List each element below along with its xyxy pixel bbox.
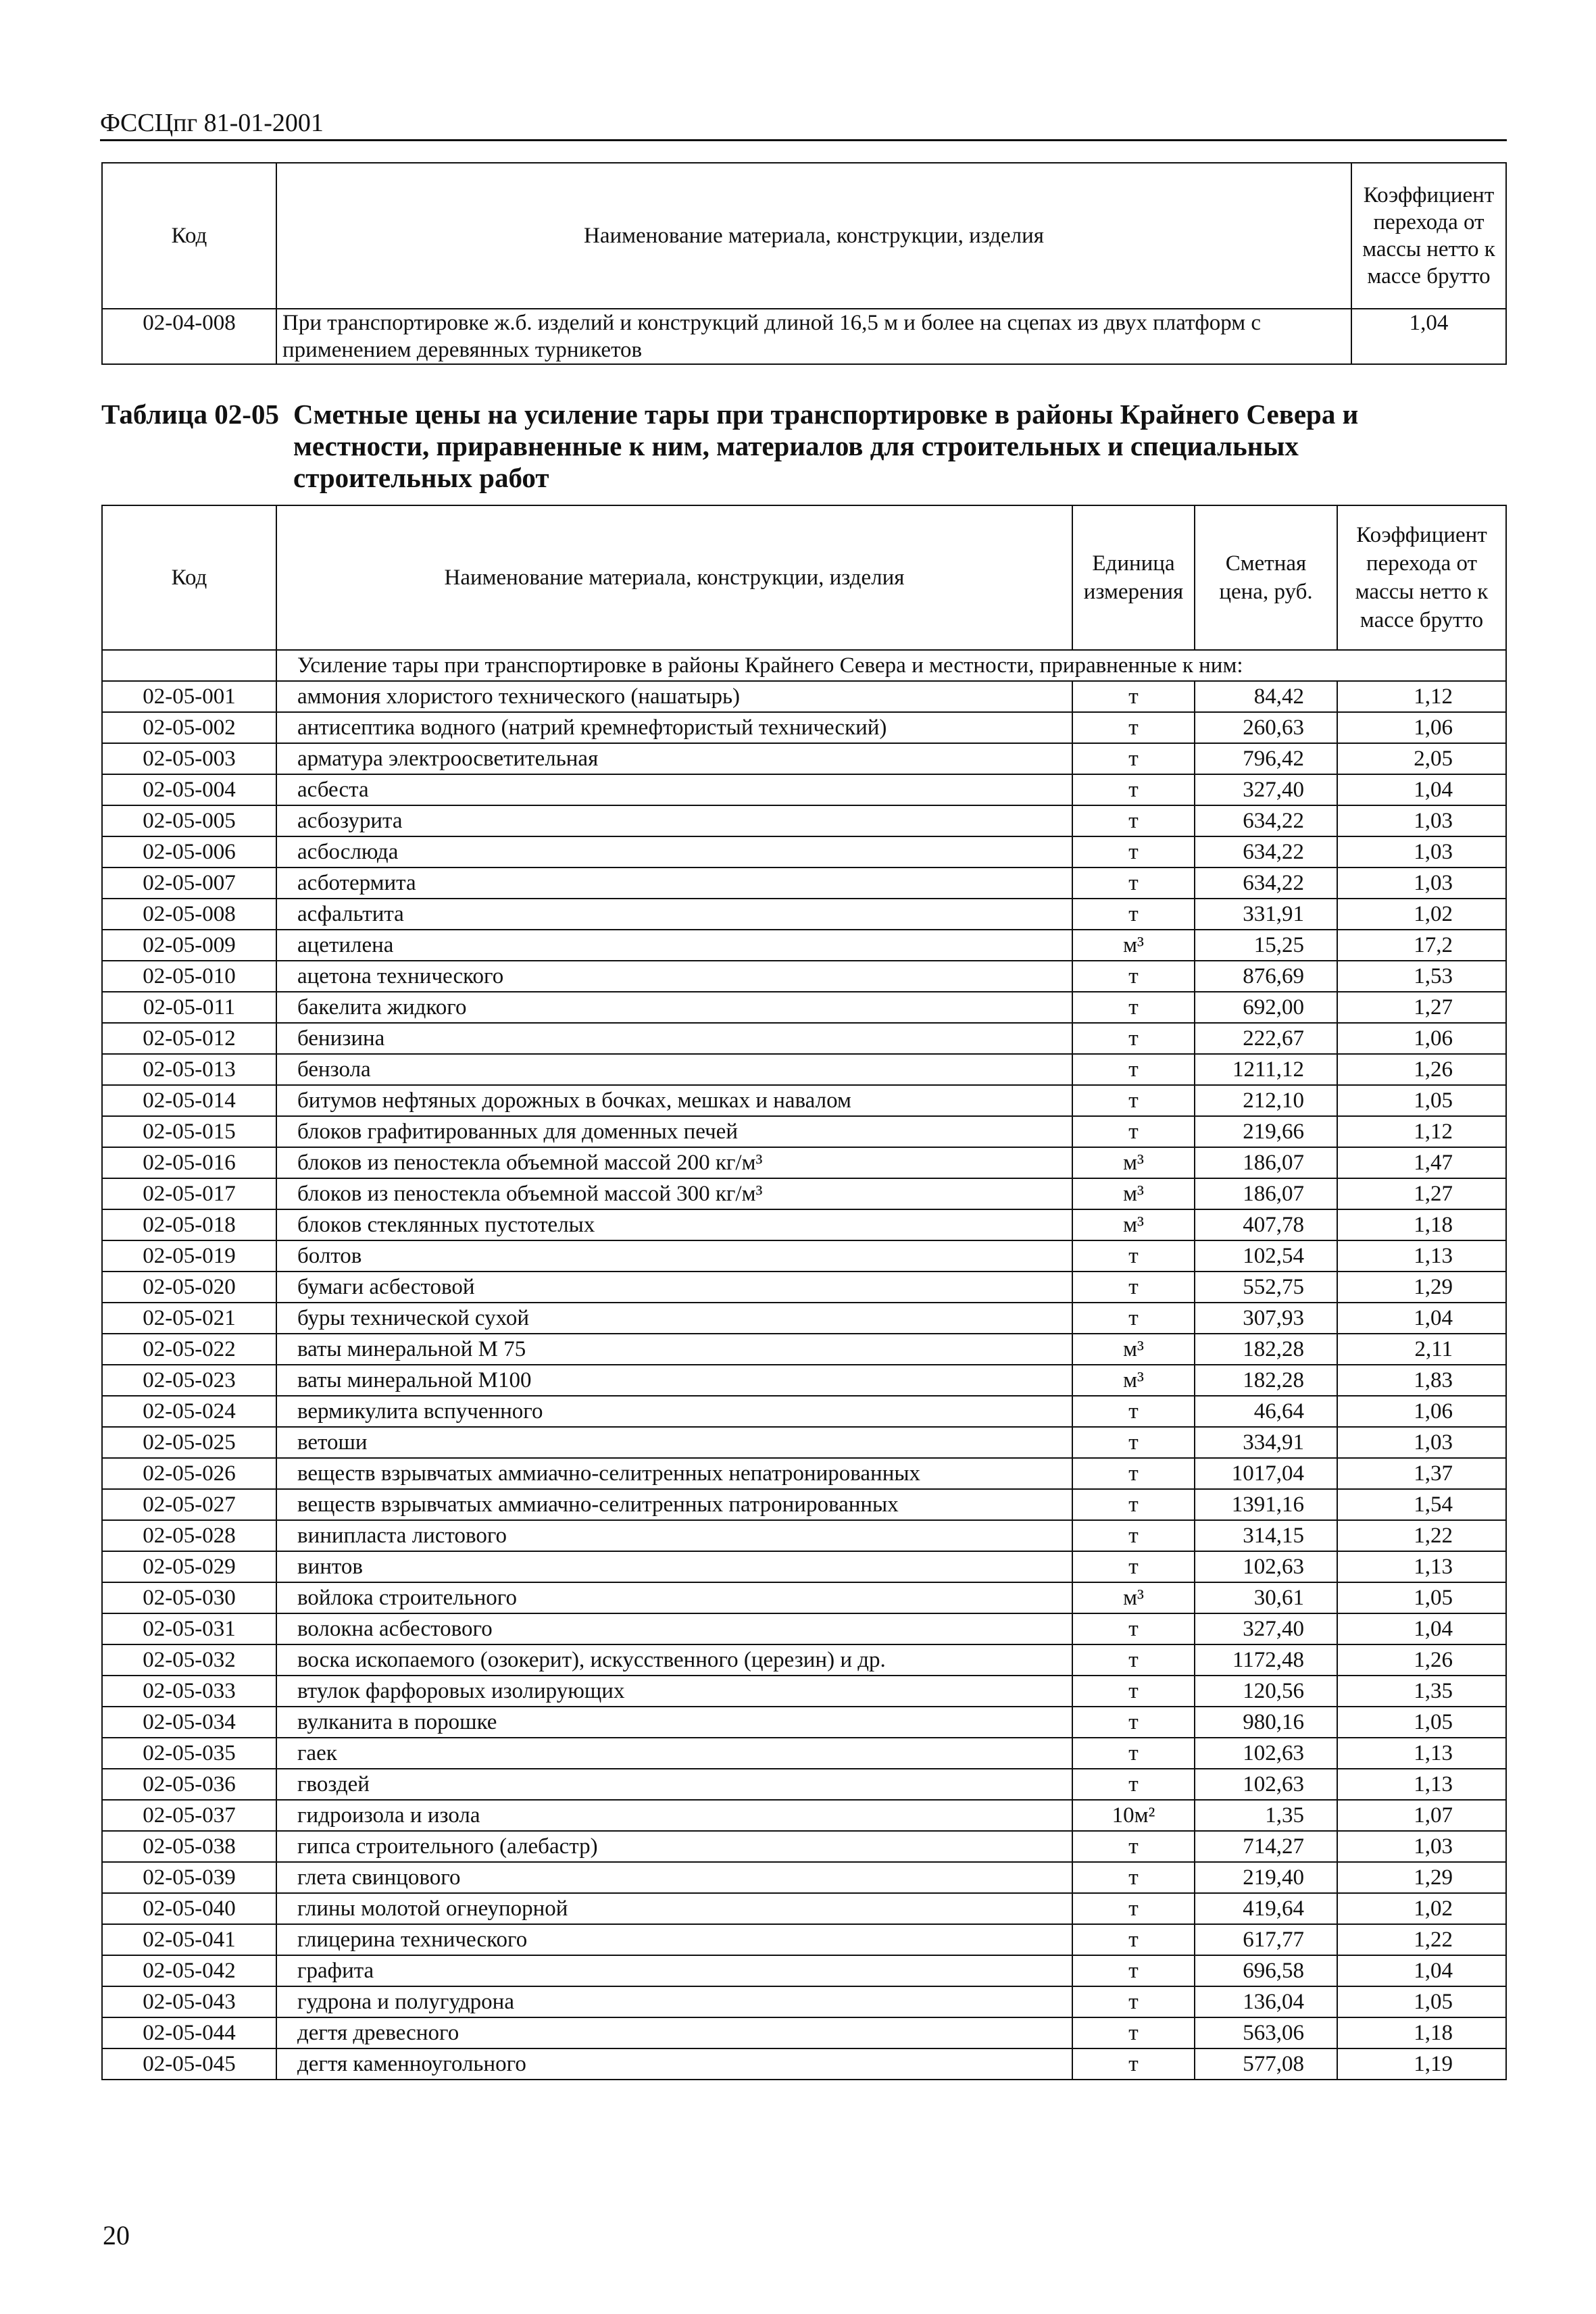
table-row (102, 1147, 1506, 1178)
cell-coefficient: 1,04 (1337, 1955, 1506, 1986)
cell-code: 02-05-021 (102, 1303, 276, 1334)
table-row (102, 1769, 1506, 1800)
table-row (102, 1209, 1506, 1240)
cell-price: 102,63 (1195, 1551, 1337, 1582)
cell-name: блоков стеклянных пустотелых (276, 1209, 1072, 1240)
section-header-row (102, 650, 1506, 681)
cell-code: 02-05-030 (102, 1582, 276, 1613)
cell-unit: т (1072, 1427, 1195, 1458)
cell-price: 634,22 (1195, 867, 1337, 899)
table-row (102, 743, 1506, 774)
cell-price: 980,16 (1195, 1707, 1337, 1738)
cell-price: 419,64 (1195, 1893, 1337, 1924)
table-body (102, 650, 1506, 2080)
table-row (102, 1613, 1506, 1644)
cell-name: дегтя древесного (276, 2017, 1072, 2048)
cell-coefficient: 1,53 (1337, 961, 1506, 992)
cell-coefficient: 1,02 (1337, 899, 1506, 930)
cell-code: 02-05-029 (102, 1551, 276, 1582)
cell-coefficient: 1,04 (1337, 1613, 1506, 1644)
cell-coefficient: 1,22 (1337, 1924, 1506, 1955)
cell-code: 02-05-038 (102, 1831, 276, 1862)
cell-price: 563,06 (1195, 2017, 1337, 2048)
cell-coefficient: 1,18 (1337, 1209, 1506, 1240)
cell-coefficient: 1,03 (1337, 1427, 1506, 1458)
cell-name: гвоздей (276, 1769, 1072, 1800)
table-row (102, 2048, 1506, 2080)
cell-code: 02-05-044 (102, 2017, 276, 2048)
cell-name: асбослюда (276, 836, 1072, 867)
cell-unit: т (1072, 992, 1195, 1023)
cell-name: глета свинцового (276, 1862, 1072, 1893)
cell-coefficient: 1,27 (1337, 1178, 1506, 1209)
cell-unit: т (1072, 681, 1195, 712)
column-header-code: Код (102, 505, 276, 650)
cell-coefficient: 1,07 (1337, 1800, 1506, 1831)
cell-code: 02-05-008 (102, 899, 276, 930)
table-row (102, 1240, 1506, 1272)
cell-name: ваты минеральной М 75 (276, 1334, 1072, 1365)
cell-name: болтов (276, 1240, 1072, 1272)
cell-unit: м³ (1072, 930, 1195, 961)
table-title-line-2: местности, приравненные к ним, материалов для строительных и специальных (293, 430, 1299, 461)
cell-code: 02-05-019 (102, 1240, 276, 1272)
table-row (102, 961, 1506, 992)
table-row (102, 1738, 1506, 1769)
cell-coefficient: 1,04 (1337, 1303, 1506, 1334)
cell-price: 617,77 (1195, 1924, 1337, 1955)
cell-code: 02-05-004 (102, 774, 276, 805)
cell-price: 634,22 (1195, 805, 1337, 836)
cell-coefficient: 1,13 (1337, 1240, 1506, 1272)
cell-code: 02-05-039 (102, 1862, 276, 1893)
cell-name: ваты минеральной М100 (276, 1365, 1072, 1396)
cell-code: 02-05-013 (102, 1054, 276, 1085)
cell-unit: м³ (1072, 1147, 1195, 1178)
table-title-line-1: Сметные цены на усиление тары при транспортировке в районы Крайнего Севера и (293, 399, 1359, 430)
cell-unit: т (1072, 1272, 1195, 1303)
table-row (102, 1396, 1506, 1427)
cell-name: аммония хлористого технического (нашатырь) (276, 681, 1072, 712)
cell-price: 552,75 (1195, 1272, 1337, 1303)
table-row (102, 1676, 1506, 1707)
cell-unit: т (1072, 1054, 1195, 1085)
cell-price: 222,67 (1195, 1023, 1337, 1054)
table-row (102, 2017, 1506, 2048)
cell-code: 02-04-008 (102, 309, 276, 364)
table-row (102, 1707, 1506, 1738)
cell-unit: т (1072, 1458, 1195, 1489)
cell-unit: т (1072, 1116, 1195, 1147)
cell-price: 634,22 (1195, 836, 1337, 867)
cell-coefficient: 1,06 (1337, 1023, 1506, 1054)
cell-unit: м³ (1072, 1178, 1195, 1209)
cell-coefficient: 1,13 (1337, 1551, 1506, 1582)
cell-coefficient: 1,05 (1337, 1085, 1506, 1116)
cell-price: 182,28 (1195, 1365, 1337, 1396)
cell-coefficient: 1,12 (1337, 681, 1506, 712)
price-table-02-05 (101, 505, 1507, 2080)
cell-name: ацетона технического (276, 961, 1072, 992)
cell-unit: т (1072, 899, 1195, 930)
cell-price: 46,64 (1195, 1396, 1337, 1427)
document-code: ФССЦпг 81-01-2001 (100, 109, 324, 137)
cell-coefficient: 1,26 (1337, 1054, 1506, 1085)
cell-unit: т (1072, 743, 1195, 774)
cell-price: 692,00 (1195, 992, 1337, 1023)
table-row (102, 1893, 1506, 1924)
section-title: Усиление тары при транспортировке в районы Крайнего Севера и местности, приравненные к ним: (276, 650, 1506, 681)
cell-unit: т (1072, 1023, 1195, 1054)
cell-unit: т (1072, 2048, 1195, 2080)
cell-code: 02-05-032 (102, 1644, 276, 1676)
cell-unit: м³ (1072, 1209, 1195, 1240)
cell-price: 331,91 (1195, 899, 1337, 930)
cell-coefficient: 1,02 (1337, 1893, 1506, 1924)
cell-name: бакелита жидкого (276, 992, 1072, 1023)
cell-unit: м³ (1072, 1334, 1195, 1365)
cell-coefficient: 1,03 (1337, 836, 1506, 867)
cell-name: арматура электроосветительная (276, 743, 1072, 774)
cell-unit: т (1072, 1303, 1195, 1334)
table-row (102, 1427, 1506, 1458)
table-row (102, 681, 1506, 712)
cell-coefficient: 1,12 (1337, 1116, 1506, 1147)
cell-name: гудрона и полугудрона (276, 1986, 1072, 2017)
cell-code: 02-05-011 (102, 992, 276, 1023)
table-row (102, 1054, 1506, 1085)
cell-name: глицерина технического (276, 1924, 1072, 1955)
table-row (102, 1334, 1506, 1365)
cell-coefficient: 1,29 (1337, 1272, 1506, 1303)
cell-code: 02-05-001 (102, 681, 276, 712)
table-row (102, 1924, 1506, 1955)
cell-price: 1172,48 (1195, 1644, 1337, 1676)
cell-code: 02-05-006 (102, 836, 276, 867)
table-row (102, 1489, 1506, 1520)
cell-coefficient: 1,06 (1337, 712, 1506, 743)
cell-unit: т (1072, 2017, 1195, 2048)
cell-coefficient: 1,54 (1337, 1489, 1506, 1520)
cell-price: 84,42 (1195, 681, 1337, 712)
cell-price: 407,78 (1195, 1209, 1337, 1240)
cell-unit: т (1072, 1520, 1195, 1551)
cell-price: 796,42 (1195, 743, 1337, 774)
cell-price: 219,66 (1195, 1116, 1337, 1147)
cell-unit: т (1072, 1396, 1195, 1427)
cell-code: 02-05-028 (102, 1520, 276, 1551)
cell-code: 02-05-033 (102, 1676, 276, 1707)
cell-coefficient: 1,03 (1337, 1831, 1506, 1862)
table-row (102, 1551, 1506, 1582)
cell-code: 02-05-043 (102, 1986, 276, 2017)
cell-code: 02-05-025 (102, 1427, 276, 1458)
cell-name: воска ископаемого (озокерит), искусственного (церезин) и др. (276, 1644, 1072, 1676)
cell-code: 02-05-016 (102, 1147, 276, 1178)
cell-coefficient: 1,03 (1337, 867, 1506, 899)
cell-code: 02-05-034 (102, 1707, 276, 1738)
table-row (102, 1085, 1506, 1116)
column-header-coefficient: Коэффициент перехода от массы нетто к массе брутто (1337, 505, 1506, 650)
table-row (102, 899, 1506, 930)
table-row (102, 836, 1506, 867)
cell-unit: т (1072, 1489, 1195, 1520)
cell-coefficient: 1,05 (1337, 1986, 1506, 2017)
cell-price: 102,63 (1195, 1738, 1337, 1769)
cell-code: 02-05-022 (102, 1334, 276, 1365)
cell-coefficient: 1,04 (1337, 774, 1506, 805)
cell-unit: м³ (1072, 1582, 1195, 1613)
cell-price: 102,63 (1195, 1769, 1337, 1800)
table-row (102, 1303, 1506, 1334)
cell-name: глины молотой огнеупорной (276, 1893, 1072, 1924)
cell-code: 02-05-023 (102, 1365, 276, 1396)
cell-code: 02-05-003 (102, 743, 276, 774)
cell-code: 02-05-017 (102, 1178, 276, 1209)
cell-price: 577,08 (1195, 2048, 1337, 2080)
cell-code: 02-05-009 (102, 930, 276, 961)
table-row (102, 992, 1506, 1023)
cell-price: 327,40 (1195, 1613, 1337, 1644)
table-title-line-3: строительных работ (293, 462, 549, 493)
cell-name: дегтя каменноугольного (276, 2048, 1072, 2080)
table-row (102, 1178, 1506, 1209)
cell-coefficient: 1,47 (1337, 1147, 1506, 1178)
cell-coefficient: 1,26 (1337, 1644, 1506, 1676)
column-header-name: Наименование материала, конструкции, изделия (276, 505, 1072, 650)
cell-coefficient: 1,05 (1337, 1582, 1506, 1613)
table-row (102, 1365, 1506, 1396)
cell-name: войлока строительного (276, 1582, 1072, 1613)
column-header-coefficient: Коэффициент перехода от массы нетто к массе брутто (1351, 163, 1506, 309)
cell-coefficient: 1,18 (1337, 2017, 1506, 2048)
table-header-row (102, 163, 1506, 309)
cell-unit: т (1072, 1955, 1195, 1986)
cell-price: 1,35 (1195, 1800, 1337, 1831)
cell-code: 02-05-014 (102, 1085, 276, 1116)
cell-code: 02-05-026 (102, 1458, 276, 1489)
cell-price: 219,40 (1195, 1862, 1337, 1893)
cell-name: винтов (276, 1551, 1072, 1582)
table-row (102, 1800, 1506, 1831)
cell-price: 696,58 (1195, 1955, 1337, 1986)
cell-code: 02-05-036 (102, 1769, 276, 1800)
cell-name: гидроизола и изола (276, 1800, 1072, 1831)
column-header-unit: Единица измерения (1072, 505, 1195, 650)
page-number: 20 (103, 2220, 130, 2250)
cell-code: 02-05-042 (102, 1955, 276, 1986)
header-rule (100, 139, 1507, 141)
cell-unit: т (1072, 1085, 1195, 1116)
table-number: Таблица 02-05 (101, 399, 279, 430)
cell-unit: т (1072, 1893, 1195, 1924)
cell-name: блоков из пеностекла объемной массой 200 кг/м³ (276, 1147, 1072, 1178)
cell-name: асбеста (276, 774, 1072, 805)
cell-price: 876,69 (1195, 961, 1337, 992)
cell-price: 1391,16 (1195, 1489, 1337, 1520)
table-row (102, 1582, 1506, 1613)
cell-name: веществ взрывчатых аммиачно-селитренных непатронированных (276, 1458, 1072, 1489)
cell-code: 02-05-012 (102, 1023, 276, 1054)
cell-coefficient: 1,22 (1337, 1520, 1506, 1551)
cell-price: 307,93 (1195, 1303, 1337, 1334)
cell-name: ацетилена (276, 930, 1072, 961)
cell-price: 212,10 (1195, 1085, 1337, 1116)
cell-name: гипса строительного (алебастр) (276, 1831, 1072, 1862)
table-row (102, 1862, 1506, 1893)
cell-name: асфальтита (276, 899, 1072, 930)
table-row (102, 930, 1506, 961)
cell-price: 1017,04 (1195, 1458, 1337, 1489)
cell-unit: т (1072, 1240, 1195, 1272)
cell-unit: т (1072, 1644, 1195, 1676)
cell-code: 02-05-002 (102, 712, 276, 743)
cell-price: 102,54 (1195, 1240, 1337, 1272)
cell-name: антисептика водного (натрий кремнефтористый технический) (276, 712, 1072, 743)
cell-code: 02-05-024 (102, 1396, 276, 1427)
cell-code: 02-05-040 (102, 1893, 276, 1924)
cell-unit: т (1072, 867, 1195, 899)
cell-coefficient: 1,27 (1337, 992, 1506, 1023)
cell-code: 02-05-041 (102, 1924, 276, 1955)
cell-coefficient: 1,06 (1337, 1396, 1506, 1427)
cell-name: вулканита в порошке (276, 1707, 1072, 1738)
cell-unit: т (1072, 1831, 1195, 1862)
cell-code: 02-05-015 (102, 1116, 276, 1147)
cell-coefficient: 1,03 (1337, 805, 1506, 836)
cell-name: ветоши (276, 1427, 1072, 1458)
cell-name: При транспортировке ж.б. изделий и конструкций длиной 16,5 м и более на сцепах из двух платформ с применением деревянных турникетов (276, 309, 1351, 364)
cell-unit: т (1072, 961, 1195, 992)
cell-coefficient: 1,35 (1337, 1676, 1506, 1707)
cell-coefficient: 1,37 (1337, 1458, 1506, 1489)
cell-price: 714,27 (1195, 1831, 1337, 1862)
cell-name: бенизина (276, 1023, 1072, 1054)
table-row (102, 1520, 1506, 1551)
table-row (102, 1116, 1506, 1147)
section-code-cell (102, 650, 276, 681)
cell-name: вермикулита вспученного (276, 1396, 1072, 1427)
column-header-name: Наименование материала, конструкции, изделия (276, 163, 1351, 309)
table-row (102, 1272, 1506, 1303)
cell-code: 02-05-037 (102, 1800, 276, 1831)
table-row (102, 805, 1506, 836)
cell-name: бумаги асбестовой (276, 1272, 1072, 1303)
cell-price: 182,28 (1195, 1334, 1337, 1365)
cell-coefficient: 1,83 (1337, 1365, 1506, 1396)
cell-unit: т (1072, 1707, 1195, 1738)
cell-name: битумов нефтяных дорожных в бочках, мешках и навалом (276, 1085, 1072, 1116)
coefficient-table-02-04 (101, 162, 1507, 365)
table-row (102, 309, 1506, 364)
cell-price: 1211,12 (1195, 1054, 1337, 1085)
cell-name: графита (276, 1955, 1072, 1986)
cell-name: блоков из пеностекла объемной массой 300 кг/м³ (276, 1178, 1072, 1209)
cell-name: буры технической сухой (276, 1303, 1072, 1334)
cell-unit: т (1072, 1924, 1195, 1955)
cell-name: гаек (276, 1738, 1072, 1769)
cell-unit: т (1072, 712, 1195, 743)
cell-unit: 10м² (1072, 1800, 1195, 1831)
cell-name: волокна асбестового (276, 1613, 1072, 1644)
cell-name: втулок фарфоровых изолирующих (276, 1676, 1072, 1707)
table-row (102, 1023, 1506, 1054)
cell-name: бензола (276, 1054, 1072, 1085)
cell-price: 327,40 (1195, 774, 1337, 805)
cell-name: винипласта листового (276, 1520, 1072, 1551)
cell-price: 136,04 (1195, 1986, 1337, 2017)
cell-price: 186,07 (1195, 1147, 1337, 1178)
cell-price: 186,07 (1195, 1178, 1337, 1209)
cell-unit: т (1072, 1862, 1195, 1893)
column-header-price: Сметная цена, руб. (1195, 505, 1337, 650)
cell-code: 02-05-027 (102, 1489, 276, 1520)
cell-unit: м³ (1072, 1365, 1195, 1396)
table-row (102, 1831, 1506, 1862)
cell-unit: т (1072, 1551, 1195, 1582)
cell-code: 02-05-035 (102, 1738, 276, 1769)
cell-coefficient: 1,04 (1351, 309, 1506, 364)
cell-name: блоков графитированных для доменных печей (276, 1116, 1072, 1147)
cell-unit: т (1072, 836, 1195, 867)
cell-name: асбозурита (276, 805, 1072, 836)
cell-coefficient: 1,29 (1337, 1862, 1506, 1893)
table-row (102, 712, 1506, 743)
cell-price: 120,56 (1195, 1676, 1337, 1707)
cell-coefficient: 2,11 (1337, 1334, 1506, 1365)
cell-code: 02-05-007 (102, 867, 276, 899)
cell-code: 02-05-045 (102, 2048, 276, 2080)
cell-price: 334,91 (1195, 1427, 1337, 1458)
table-header-row (102, 505, 1506, 650)
cell-coefficient: 1,13 (1337, 1738, 1506, 1769)
cell-unit: т (1072, 1676, 1195, 1707)
table-title (101, 399, 1507, 494)
cell-price: 260,63 (1195, 712, 1337, 743)
cell-coefficient: 1,19 (1337, 2048, 1506, 2080)
cell-unit: т (1072, 1738, 1195, 1769)
cell-code: 02-05-018 (102, 1209, 276, 1240)
column-header-code: Код (102, 163, 276, 309)
cell-unit: т (1072, 1613, 1195, 1644)
cell-coefficient: 1,13 (1337, 1769, 1506, 1800)
table-row (102, 1986, 1506, 2017)
table-row (102, 1644, 1506, 1676)
cell-name: веществ взрывчатых аммиачно-селитренных патронированных (276, 1489, 1072, 1520)
table-row (102, 867, 1506, 899)
cell-coefficient: 1,05 (1337, 1707, 1506, 1738)
cell-name: асботермита (276, 867, 1072, 899)
cell-unit: т (1072, 774, 1195, 805)
cell-coefficient: 2,05 (1337, 743, 1506, 774)
cell-unit: т (1072, 1769, 1195, 1800)
cell-unit: т (1072, 1986, 1195, 2017)
cell-price: 15,25 (1195, 930, 1337, 961)
cell-code: 02-05-010 (102, 961, 276, 992)
cell-code: 02-05-020 (102, 1272, 276, 1303)
cell-price: 30,61 (1195, 1582, 1337, 1613)
table-row (102, 1458, 1506, 1489)
table-row (102, 774, 1506, 805)
cell-code: 02-05-031 (102, 1613, 276, 1644)
cell-unit: т (1072, 805, 1195, 836)
cell-code: 02-05-005 (102, 805, 276, 836)
table-row (102, 1955, 1506, 1986)
cell-coefficient: 17,2 (1337, 930, 1506, 961)
cell-price: 314,15 (1195, 1520, 1337, 1551)
